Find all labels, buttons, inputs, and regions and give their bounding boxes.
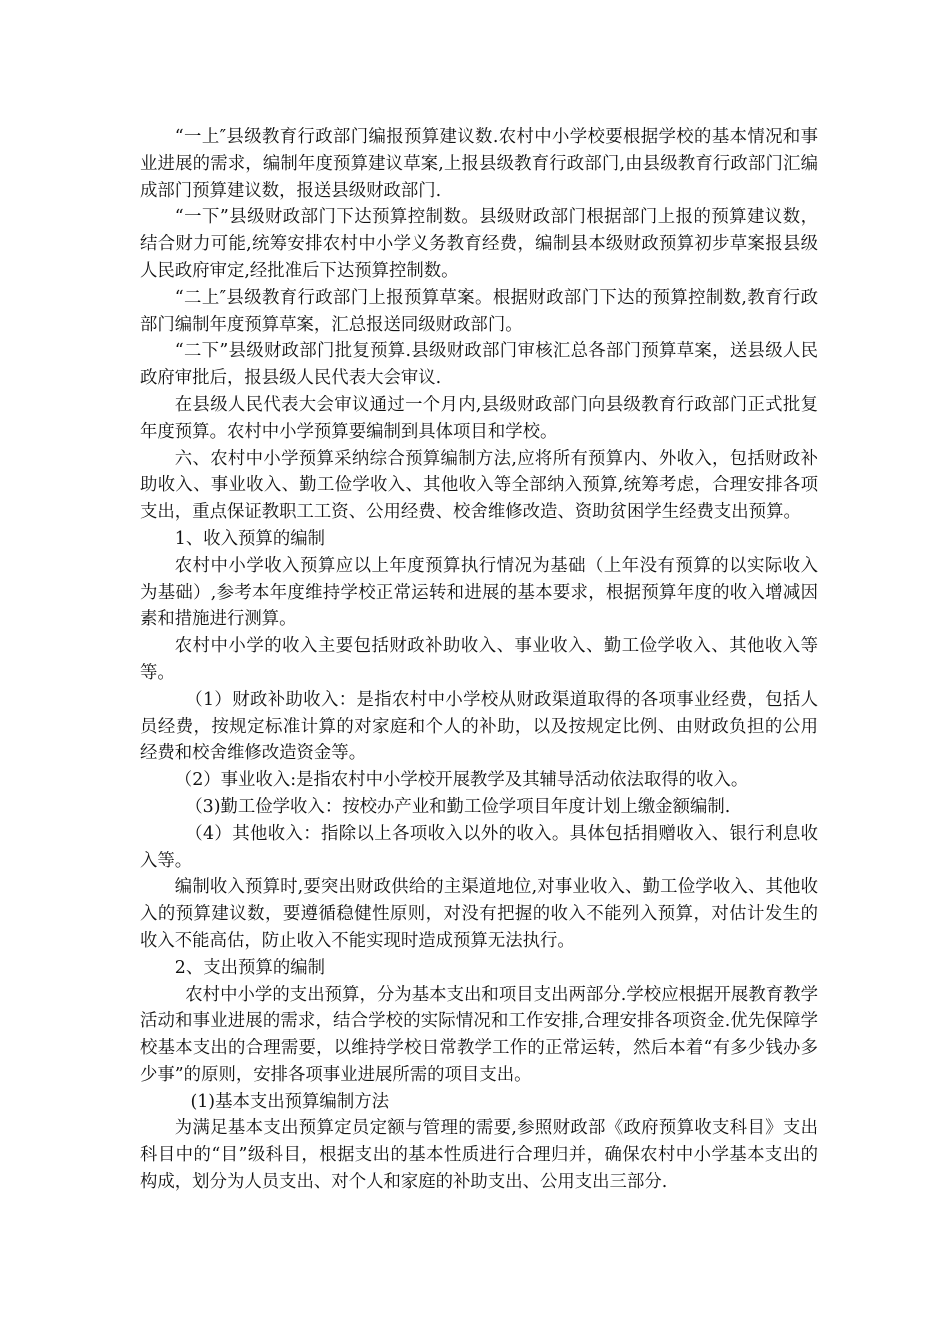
heading-income-budget: 1、收入预算的编制	[174, 528, 325, 549]
paragraph-income-types: 农村中小学的收入主要包括财政补助收入、事业收入、勤工俭学收入、其他收入等等。	[140, 636, 818, 683]
item-fiscal-subsidy: （1）财政补助收入：是指农村中小学校从财政渠道取得的各项事业经费，包括人员经费，按规定标准计算的对家庭和个人的补助，以及按规定比例、由财政负担的公用经费和校舍维修改造资金等。	[140, 689, 818, 764]
heading-expenditure-budget: 2、支出预算的编制	[174, 957, 325, 978]
paragraph-yi-shang: “一上″县级教育行政部门编报预算建议数.农村中小学校要根据学校的基本情况和事业进展的需求，编制年度预算建议草案,上报县级教育行政部门,由县级教育行政部门汇编成部门预算建议数，报送县级财政部门.	[140, 127, 818, 201]
paragraph-section-six: 六、农村中小学预算采纳综合预算编制方法,应将所有预算内、外收入，包括财政补助收入、事业收入、勤工俭学收入、其他收入等全部纳入预算,统筹考虑，合理安排各项支出，重点保证教职工工资、公用经费、校舍维修改造、资助贫困学生经费支出预算。	[140, 448, 818, 523]
paragraph-income-basis: 农村中小学收入预算应以上年度预算执行情况为基础（上年没有预算的以实际收入为基础）,参考本年度维持学校正常运转和进展的基本要求，根据预算年度的收入增减因素和措施进行测算。	[140, 555, 818, 630]
document-body	[140, 124, 818, 1196]
paragraph-er-xia: “二下”县级财政部门批复预算.县级财政部门审核汇总各部门预算草案，送县级人民政府审批后，报县级人民代表大会审议.	[140, 341, 818, 389]
paragraph-expenditure-structure: 农村中小学的支出预算，分为基本支出和项目支出两部分.学校应根据开展教育教学活动和事业进展的需求，结合学校的实际情况和工作安排,合理安排各项资金.优先保障学校基本支出的合理需要，以维持学校日常教学工作的正常运转，然后本着“有多少钱办多少事”的原则，安排各项事业进展所需的项目支出。	[140, 984, 818, 1085]
paragraph-yi-xia: “一下”县级财政部门下达预算控制数。县级财政部门根据部门上报的预算建议数，结合财力可能,统筹安排农村中小学义务教育经费，编制县本级财政预算初步草案报县级人民政府审定,经批准后下达预算控制数。	[140, 207, 818, 281]
paragraph-er-shang: “二上″县级教育行政部门上报预算草案。根据财政部门下达的预算控制数,教育行政部门编制年度预算草案，汇总报送同级财政部门。	[140, 287, 818, 335]
paragraph-approval: 在县级人民代表大会审议通过一个月内,县级财政部门向县级教育行政部门正式批复年度预算。农村中小学预算要编制到具体项目和学校。	[140, 394, 818, 442]
item-other-income: （4）其他收入：指除以上各项收入以外的收入。具体包括捐赠收入、银行利息收入等。	[140, 823, 818, 871]
paragraph-income-principles: 编制收入预算时,要突出财政供给的主渠道地位,对事业收入、勤工俭学收入、其他收入的预算建议数，要遵循稳健性原则，对没有把握的收入不能列入预算，对估计发生的收入不能高估，防止收入不能实现时造成预算无法执行。	[140, 877, 818, 951]
paragraph-basic-expenditure: 为满足基本支出预算定员定额与管理的需要,参照财政部《政府预算收支科目》支出科目中的“目”级科目，根据支出的基本性质进行合理归并，确保农村中小学基本支出的构成，划分为人员支出、对个人和家庭的补助支出、公用支出三部分.	[140, 1118, 818, 1193]
heading-basic-expenditure: (1)基本支出预算编制方法	[190, 1091, 389, 1112]
item-work-study-income: （3)勤工俭学收入：按校办产业和勤工俭学项目年度计划上缴金额编制.	[185, 796, 731, 817]
item-business-income: （2）事业收入:是指农村中小学校开展教学及其辅导活动依法取得的收入。	[174, 770, 749, 791]
